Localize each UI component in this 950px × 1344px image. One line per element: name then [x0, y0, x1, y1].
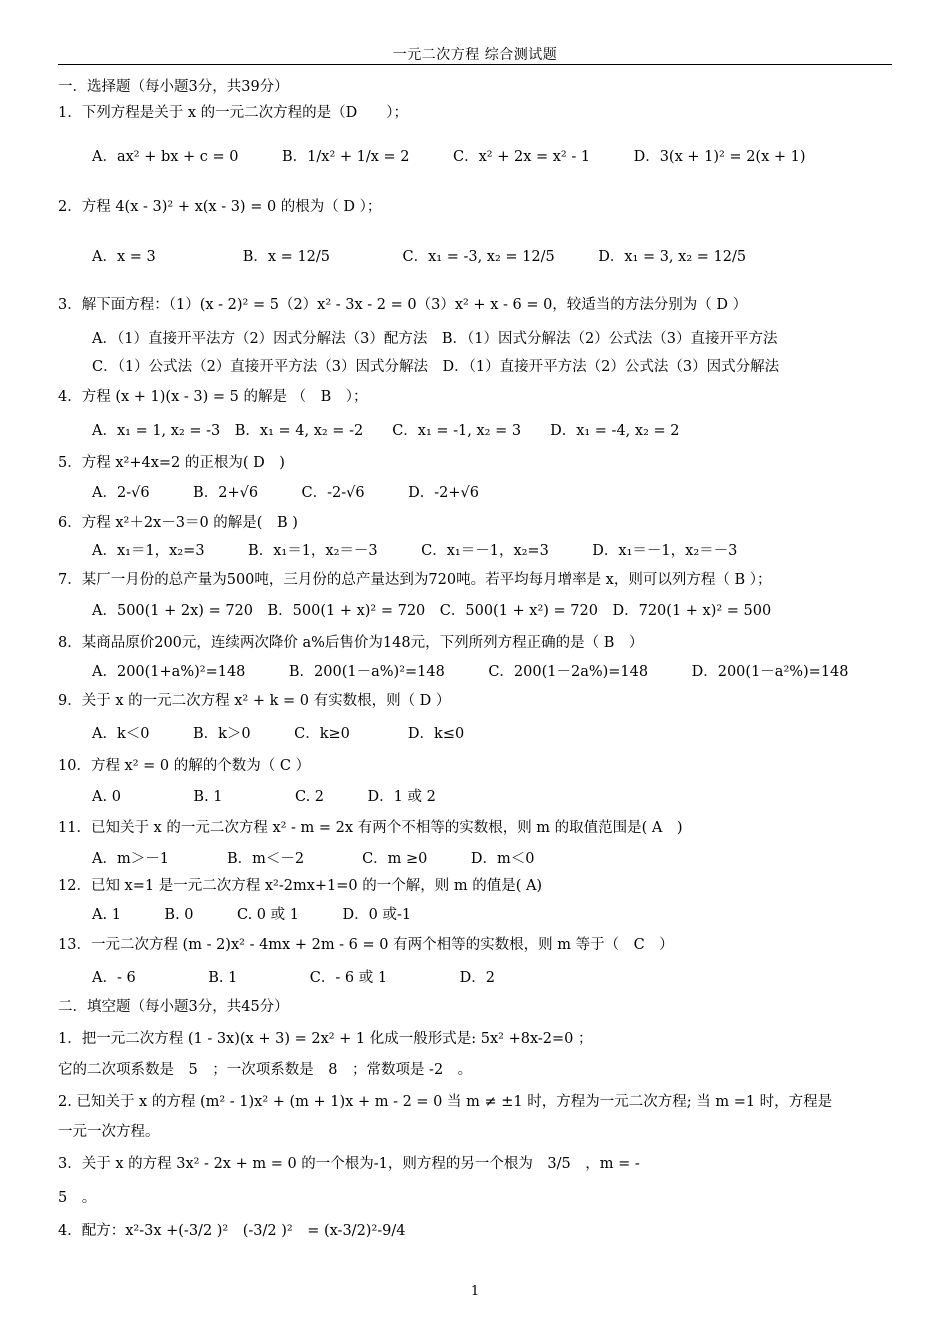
answer-options-line: A．2-√6 B．2+√6 C．-2-√6 D．-2+√6: [92, 485, 480, 501]
question-line: 2．方程 4(x - 3)² + x(x - 3) = 0 的根为（ D ）；: [58, 199, 382, 215]
answer-options-line: A. 0 B. 1 C. 2 D．1 或 2: [92, 789, 436, 805]
answer-options-line: A．500(1 + 2x) = 720 B．500(1 + x)² = 720 C．500(1 + x²) = 720 D．720(1 + x)² = 500: [92, 603, 772, 619]
answer-options-line: A．（1）直接开平法方（2）因式分解法（3）配方法 B．（1）因式分解法（2）公式法（3）直接开平方法: [92, 331, 778, 347]
answer-options-line: A．k＜0 B．k＞0 C．k≥0 D．k≤0: [92, 726, 465, 742]
question-line: 6．方程 x²＋2x－3＝0 的解是( B ): [58, 515, 298, 531]
question-line: 2. 已知关于 x 的方程 (m² - 1)x² + (m + 1)x + m - 2 = 0 当 m ≠ ±1 时，方程为一元二次方程; 当 m =1 时，方程是: [58, 1094, 833, 1110]
question-line: 3．解下面方程：（1）(x - 2)² = 5（2）x² - 3x - 2 = 0（3）x² + x - 6 = 0，较适当的方法分别为（ D ）: [58, 297, 748, 313]
question-line: 一．选择题（每小题3分，共39分）: [58, 79, 289, 95]
answer-options-line: A. 1 B. 0 C. 0 或 1 D．0 或-1: [92, 907, 412, 923]
question-line: 5 。: [58, 1190, 97, 1206]
answer-options-line: A．x = 3 B．x = 12/5 C．x₁ = -3, x₂ = 12/5 D．x₁ = 3, x₂ = 12/5: [92, 249, 747, 265]
question-line: 1．把一元二次方程 (1 - 3x)(x + 3) = 2x² + 1 化成一般形式是: 5x² +8x-2=0 ；: [58, 1031, 593, 1047]
question-line: 9．关于 x 的一元二次方程 x² + k = 0 有实数根，则（ D ）: [58, 693, 451, 709]
header-divider: [58, 64, 892, 65]
answer-options-line: C．（1）公式法（2）直接开平方法（3）因式分解法 D．（1）直接开平方法（2）公式法（3）因式分解法: [92, 359, 780, 375]
answer-options-line: A．ax² + bx + c = 0 B．1/x² + 1/x = 2 C．x² + 2x = x² - 1 D．3(x + 1)² = 2(x + 1): [92, 149, 806, 165]
question-line: 11．已知关于 x 的一元二次方程 x² - m = 2x 有两个不相等的实数根，则 m 的取值范围是( A ): [58, 820, 683, 836]
answer-options-line: A．x₁ = 1, x₂ = -3 B．x₁ = 4, x₂ = -2 C．x₁ = -1, x₂ = 3 D．x₁ = -4, x₂ = 2: [92, 423, 680, 439]
answer-options-line: A．200(1+a%)²=148 B．200(1－a%)²=148 C．200(1－2a%)=148 D．200(1－a²%)=148: [92, 664, 849, 680]
question-line: 4．配方：x²-3x +(-3/2 )² (-3/2 )² = (x-3/2)²-9/4: [58, 1223, 406, 1239]
answer-options-line: A．m＞－1 B．m＜－2 C．m ≥0 D．m＜0: [92, 851, 535, 867]
question-line: 二．填空题（每小题3分，共45分）: [58, 999, 289, 1015]
question-line: 10．方程 x² = 0 的解的个数为（ C ）: [58, 758, 311, 774]
question-line: 3．关于 x 的方程 3x² - 2x + m = 0 的一个根为-1，则方程的另一个根为 3/5 ，m = -: [58, 1156, 640, 1172]
question-line: 4．方程 (x + 1)(x - 3) = 5 的解是 （ B ）；: [58, 389, 368, 405]
question-line: 13．一元二次方程 (m - 2)x² - 4mx + 2m - 6 = 0 有两个相等的实数根，则 m 等于（ C ）: [58, 937, 674, 953]
answer-options-line: A．- 6 B. 1 C．- 6 或 1 D．2: [92, 970, 495, 986]
answer-options-line: A．x₁＝1，x₂=3 B．x₁＝1，x₂＝－3 C．x₁＝－1，x₂=3 D．x₁＝－1，x₂＝－3: [92, 543, 738, 559]
question-line: 一元一次方程。: [58, 1124, 160, 1140]
page-title: 一元二次方程 综合测试题: [392, 47, 558, 63]
question-line: 5．方程 x²+4x=2 的正根为( D ): [58, 455, 285, 471]
question-line: 7．某厂一月份的总产量为500吨，三月份的总产量达到为720吨。若平均每月增率是 x，则可以列方程（ B ）；: [58, 572, 772, 588]
question-line: 12．已知 x=1 是一元二次方程 x²-2mx+1=0 的一个解，则 m 的值是( A): [58, 878, 543, 894]
page-number: 1: [470, 1284, 480, 1299]
question-line: 8．某商品原价200元，连续两次降价 a%后售价为148元，下列所列方程正确的是（ B ）: [58, 635, 644, 651]
question-line: 1．下列方程是关于 x 的一元二次方程的是（D ）；: [58, 105, 408, 121]
question-line: 它的二次项系数是 5 ；一次项系数是 8 ；常数项是 -2 。: [58, 1062, 473, 1078]
